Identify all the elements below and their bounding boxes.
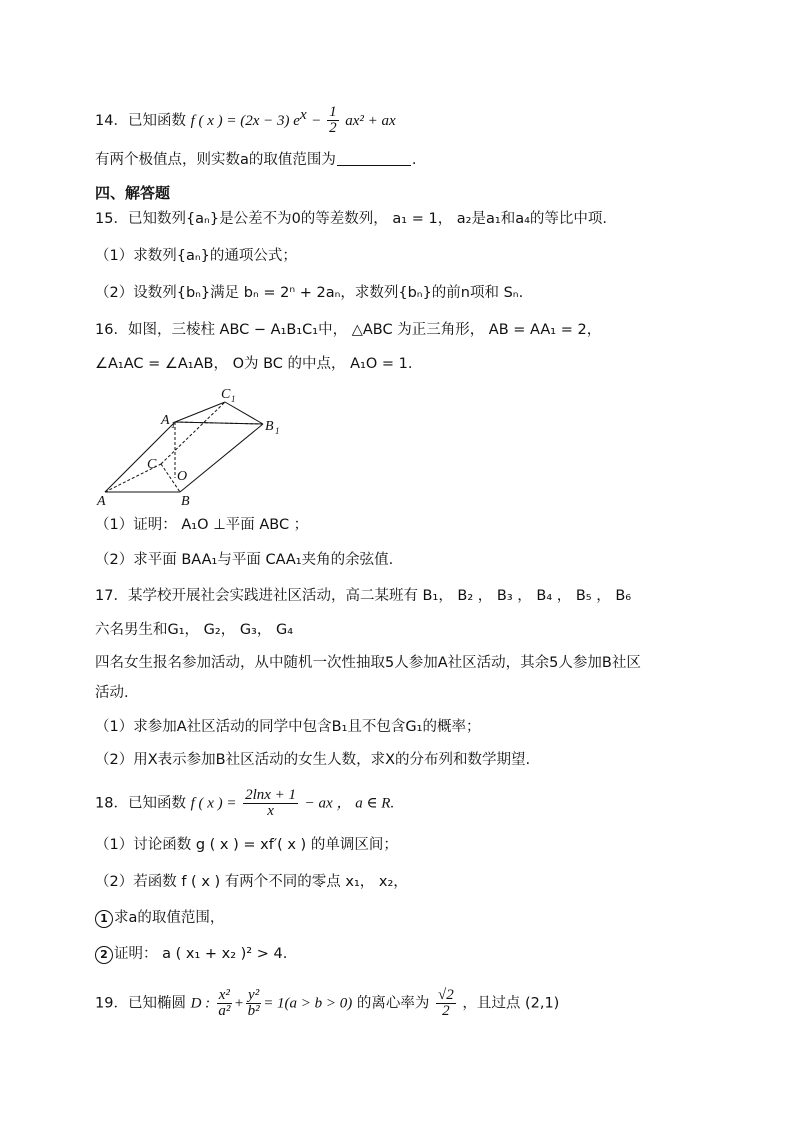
q14-line2-post: . [411, 152, 417, 168]
q18-label: 18．已知函数 [95, 795, 186, 812]
q19-frac1-den: a² [218, 1003, 231, 1019]
q18-part2: （2）若函数 f ( x ) 有两个不同的零点 x₁， x₂， [95, 874, 408, 890]
q18-sub2-text: 证明： a ( x₁ + x₂ )² > 4. [114, 946, 288, 962]
q16-part2: （2）求平面 BAA₁与平面 CAA₁夹角的余弦值. [95, 552, 394, 568]
q16-line1: 16．如图，三棱柱 ABC − A₁B₁C₁中， △ABC 为正三角形， AB = AA₁ = 2， [95, 322, 602, 338]
q14-formula-post: ax² + ax [345, 112, 396, 129]
q19-plus: + [233, 995, 245, 1012]
edge-C1B1 [225, 402, 263, 424]
q19-frac2-den: b² [247, 1003, 260, 1019]
answer-blank[interactable] [337, 151, 411, 166]
q18-part1: （1）讨论函数 g ( x ) = xf′( x ) 的单调区间； [95, 837, 398, 853]
label-C: C [147, 457, 157, 472]
label-B1-sub: 1 [275, 426, 280, 436]
q19-cond: = 1(a > b > 0) [263, 995, 353, 1012]
q15-line1: 15．已知数列{aₙ}是公差不为0的等差数列， a₁ = 1， a₂是a₁和a₄的等比中项. [95, 211, 608, 227]
edge-BB1 [180, 424, 263, 492]
q19-frac2-num: y² [248, 987, 260, 1003]
label-C1-sub: 1 [231, 394, 236, 404]
circled-number-1: 1 [95, 910, 113, 928]
q14-line2 [95, 149, 417, 171]
label-A1-sub: 1 [171, 420, 176, 430]
prism-figure [95, 382, 295, 508]
circled-number-2: 2 [95, 946, 113, 964]
q18-fraction [243, 788, 298, 819]
q18-sub2 [95, 943, 287, 965]
q17-line2: 六名男生和G₁， G₂， G₃， G₄ [95, 622, 294, 638]
q18-line1 [95, 788, 394, 819]
q19-fraction-y [246, 988, 261, 1019]
q19-tail: ，且过点 (2,1) [462, 995, 560, 1012]
label-O: O [177, 469, 188, 484]
q19-fraction-x [217, 988, 232, 1019]
q19-frac3-num: √2 [438, 987, 454, 1003]
q14-line2-text: 有两个极值点，则实数a的取值范围为 [95, 152, 336, 168]
edge-CC1 [161, 402, 225, 464]
q14-formula-pre: f ( x ) = (2x − 3) e [190, 112, 300, 129]
q17-part1: （1）求参加A社区活动的同学中包含B₁且不包含G₁的概率； [95, 719, 481, 735]
q18-f-post: − ax ， a ∈ R. [304, 795, 395, 812]
q19-frac1-num: x² [218, 987, 230, 1003]
edge-A1C1 [175, 402, 225, 422]
q19-line1 [95, 988, 559, 1019]
q18-sub1 [95, 907, 224, 929]
q17-line4: 活动. [95, 685, 129, 701]
q14-minus: − [311, 112, 326, 129]
q19-frac3-den: 2 [442, 1003, 450, 1019]
q17-line1: 17．某学校开展社会实践进社区活动，高二某班有 B₁， B₂ ， B₃ ， B₄ ， B₅ ， B₆ [95, 588, 632, 604]
q15-part1: （1）求数列{aₙ}的通项公式； [95, 248, 297, 264]
q14-fraction [327, 105, 339, 136]
edge-A1B1 [175, 422, 263, 424]
q17-part2: （2）用X表示参加B社区活动的女生人数，求X的分布列和数学期望. [95, 752, 531, 768]
q18-frac-den: x [267, 803, 274, 819]
q15-part2: （2）设数列{bₙ}满足 bₙ = 2ⁿ + 2aₙ，求数列{bₙ}的前n项和 Sₙ. [95, 285, 524, 301]
label-A1: A [161, 413, 170, 428]
label-B: B [181, 494, 190, 508]
edge-AA1 [105, 422, 175, 492]
label-C1: C [221, 387, 231, 402]
q16-line2: ∠A₁AC = ∠A₁AB， O为 BC 的中点， A₁O = 1. [95, 356, 413, 372]
q14-frac-num: 1 [329, 104, 337, 121]
q17-line3: 四名女生报名参加活动，从中随机一次性抽取5人参加A社区活动，其余5人参加B社区 [95, 655, 641, 671]
q14-line1 [95, 104, 396, 136]
q19-label: 19．已知椭圆 [95, 995, 186, 1012]
q18-frac-num: 2lnx + 1 [245, 787, 297, 803]
q14-frac-den: 2 [329, 120, 337, 137]
q18-f-pre: f ( x ) = [190, 795, 237, 812]
q19-mid: 的离心率为 [356, 995, 430, 1012]
q14-label: 14．已知函数 [95, 112, 186, 129]
q14-formula-sup: x [299, 107, 307, 123]
label-A: A [97, 494, 106, 508]
q19-d-pre: D : [190, 995, 211, 1012]
section-title: 四、解答题 [95, 184, 171, 202]
q19-fraction-e [436, 988, 456, 1019]
q18-sub1-text: 求a的取值范围， [114, 910, 225, 926]
label-B1: B [265, 419, 274, 434]
q16-part1: （1）证明： A₁O ⊥平面 ABC ； [95, 517, 309, 533]
